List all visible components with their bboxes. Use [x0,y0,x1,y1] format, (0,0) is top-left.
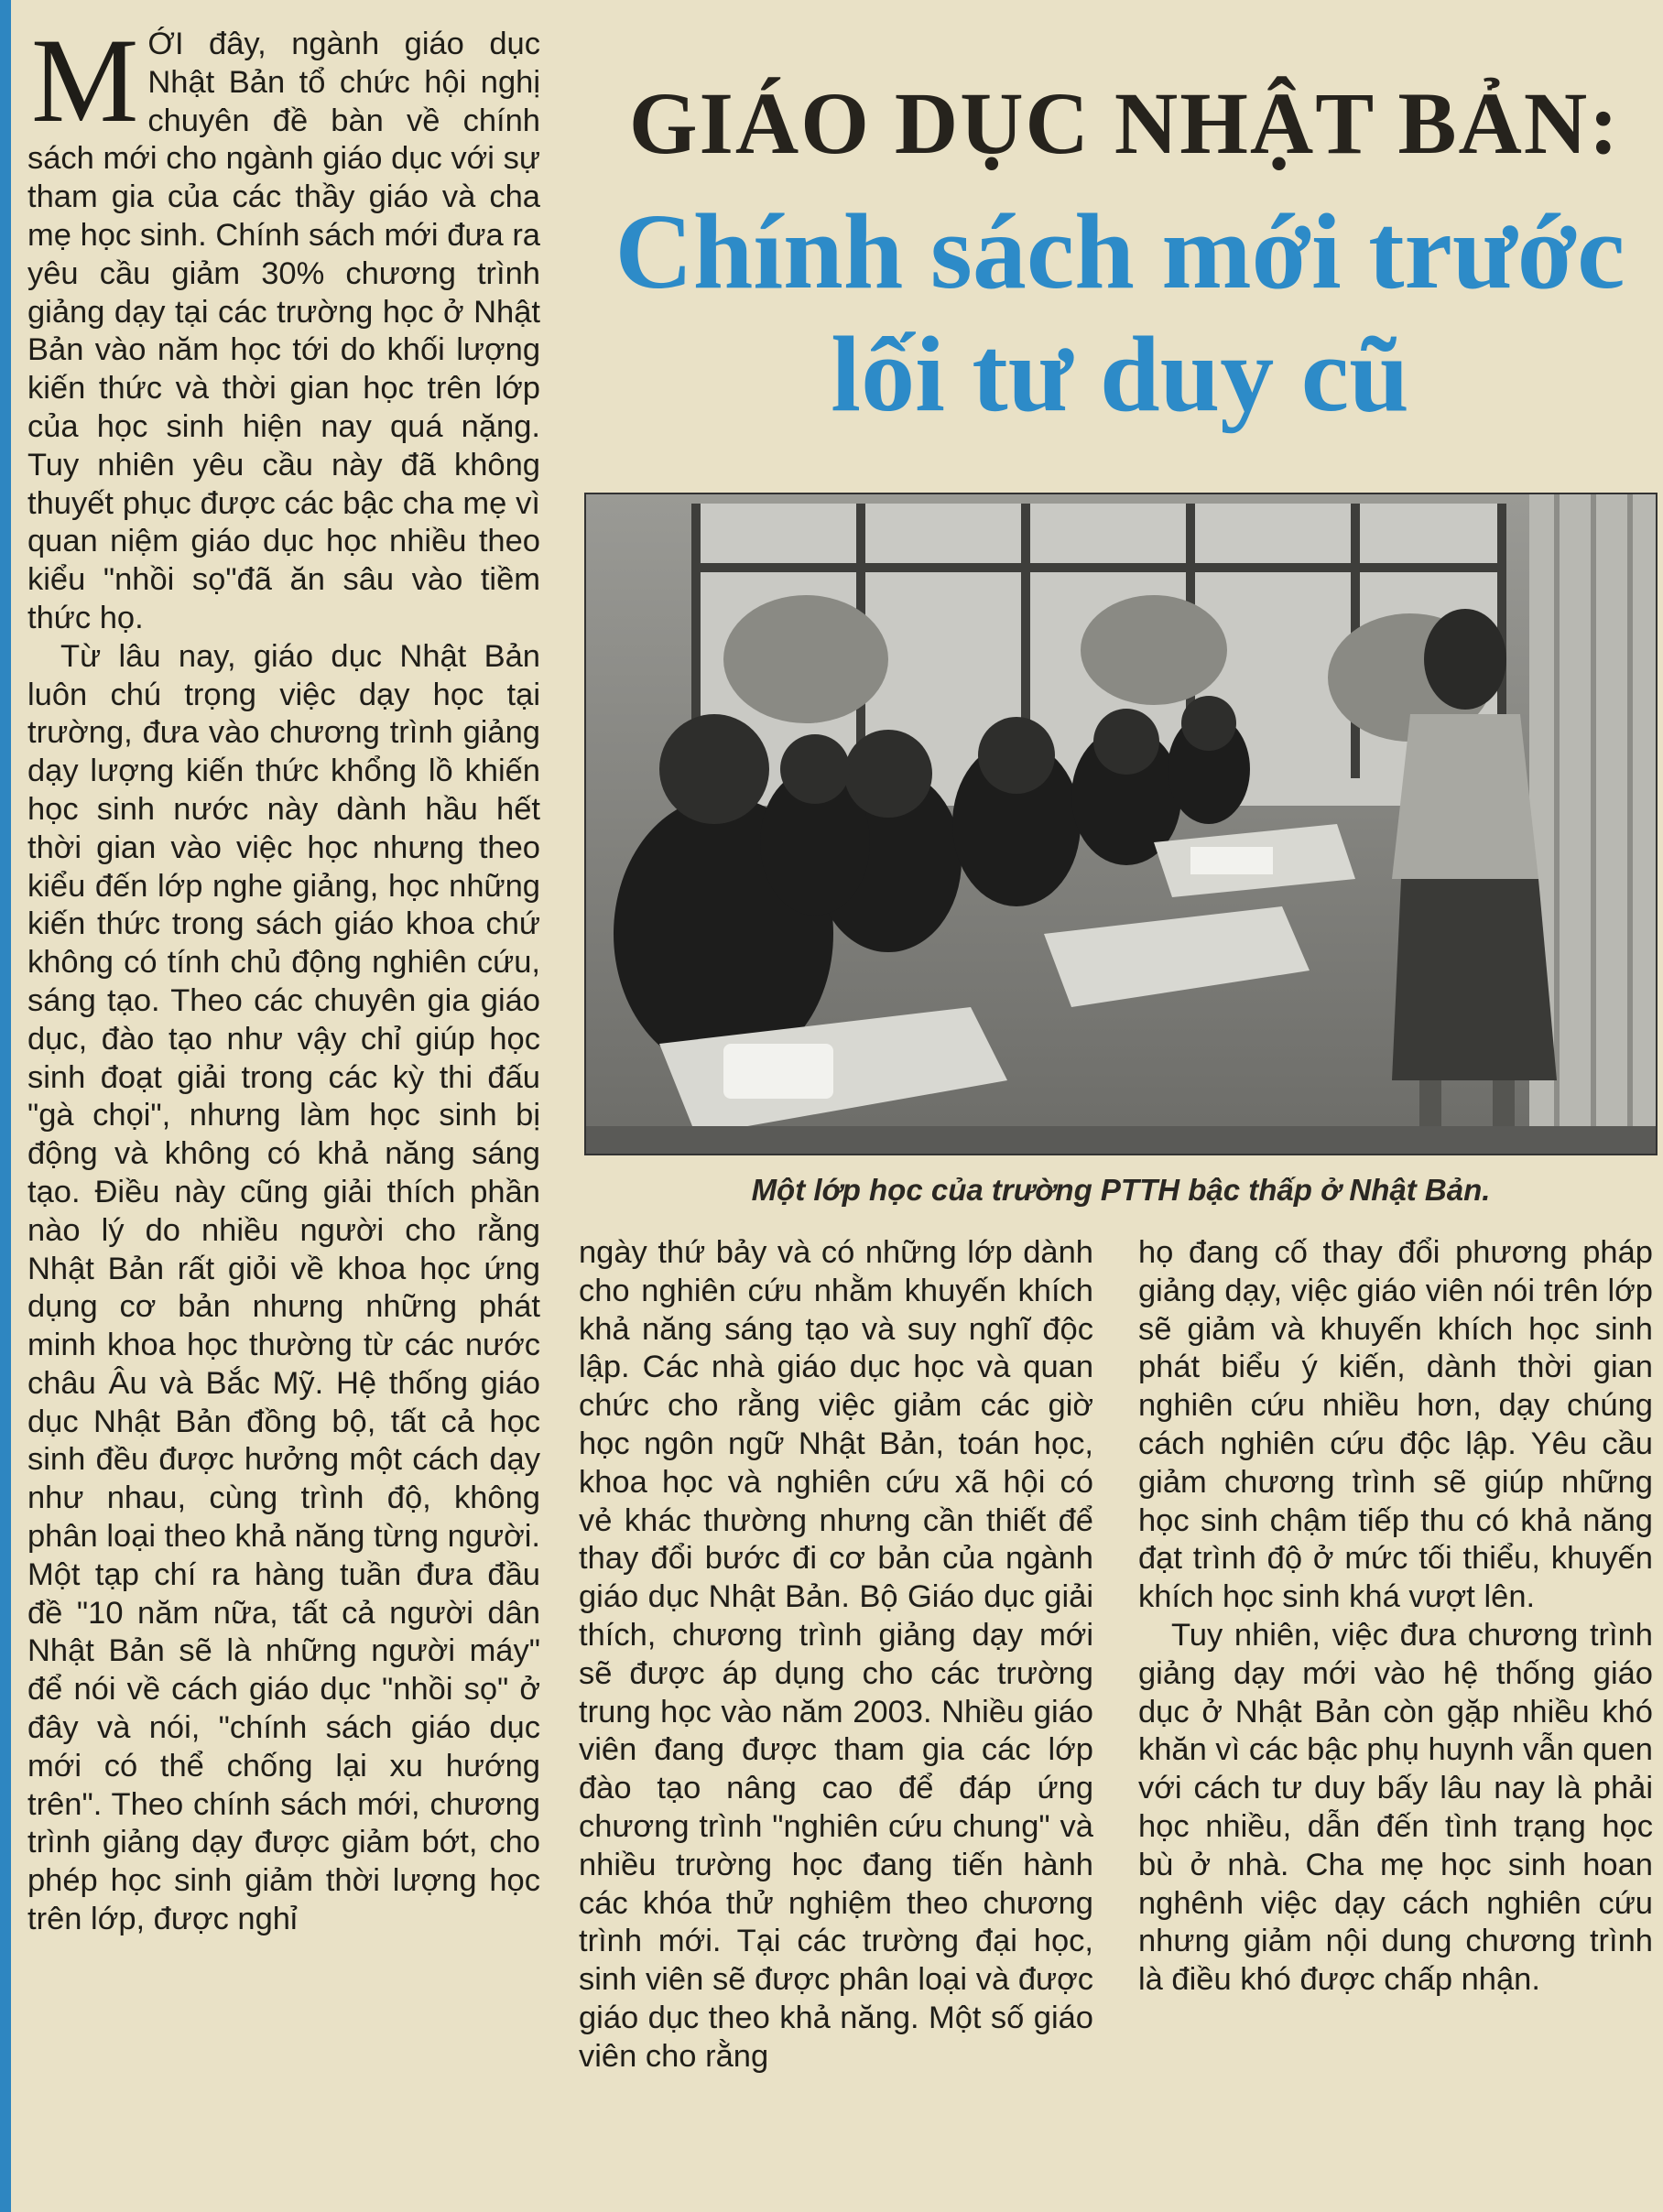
body-paragraph: Từ lâu nay, giáo dục Nhật Bản luôn chú trọng việc dạy học tại trường, đưa vào chương trình giảng dạy lượng kiến thức khổng lồ khiến học sinh nước này dành hầu hết thời gian vào việc học nhưng theo kiểu đến lớp nghe giảng, học những kiến thức trong sách giáo khoa chứ không có tính chủ động nghiên cứu, sáng tạo. Theo các chuyên gia giáo dục, đào tạo như vậy chỉ giúp học sinh đoạt giải trong các kỳ thi đấu "gà chọi", nhưng làm học sinh bị động và không có khả năng sáng tạo. Điều này cũng giải thích phần nào lý do nhiều người cho rằng Nhật Bản rất giỏi về khoa học ứng dụng cơ bản nhưng những phát minh khoa học thường từ các nước châu Âu và Bắc Mỹ. Hệ thống giáo dục Nhật Bản đồng bộ, tất cả học sinh đều được hưởng một cách dạy như nhau, cùng trình độ, không phân loại theo khả năng từng người. Một tạp chí ra hàng tuần đưa đầu đề "10 năm nữa, tất cả người dân Nhật Bản sẽ là những người máy" để nói về cách giáo dục "nhồi sọ" ở đây và nói, "chính sách giáo dục mới có thể chống lại xu hướng trên". Theo chính sách mới, chương trình giảng dạy được giảm bớt, cho phép học sinh giảm thời lượng học trên lớp, được nghỉ [27,638,540,1937]
intro-text: ỚI đây, ngành giáo dục Nhật Bản tổ chức hội nghị chuyên đề bàn về chính sách mới cho ngành giáo dục với sự tham gia của các thầy giáo và cha mẹ học sinh. Chính sách mới đưa ra yêu cầu giảm 30% chương trình giảng dạy tại các trường học ở Nhật Bản vào năm học tới do khối lượng kiến thức và thời gian học trên lớp của học sinh hiện nay quá nặng. Tuy nhiên yêu cầu này đã không thuyết phục được các bậc cha mẹ vì quan niệm giáo dục học nhiều theo kiểu "nhồi sọ"đã ăn sâu vào tiềm thức họ. [27,27,540,635]
body-paragraph: ngày thứ bảy và có những lớp dành cho nghiên cứu nhằm khuyến khích khả năng sáng tạo và suy nghĩ độc lập. Các nhà giáo dục học và quan chức cho rằng việc giảm các giờ học ngôn ngữ Nhật Bản, toán học, khoa học và nghiên cứu xã hội có vẻ khác thường nhưng cần thiết để thay đổi bước đi cơ bản của ngành giáo dục Nhật Bản. Bộ Giáo dục giải thích, chương trình giảng dạy mới sẽ được áp dụng cho các trường trung học vào năm 2003. Nhiều giáo viên đang được tham gia các lớp đào tạo nâng cao để đáp ứng chương trình "nghiên cứu chung" và nhiều trường học đang tiến hành các khóa thử nghiệm theo chương trình mới. Tại các trường đại học, sinh viên sẽ được phân loại và được giáo dục theo khả năng. Một số giáo viên cho rằng [579,1235,1093,2074]
headline-title-line-1: Chính sách mới trước [614,191,1625,311]
headline-title [577,190,1663,436]
photo-caption: Một lớp học của trường PTTH bậc thấp ở Nhật Bản. [751,1173,1491,1207]
article-column-1 [27,13,540,1939]
headline-title-line-2: lối tư duy cũ [831,314,1409,434]
article-column-2 [579,1234,1093,2076]
classroom-illustration [586,494,1656,1154]
headline-kicker: GIÁO DỤC NHẬT BẢN: [628,74,1621,172]
article-column-3 [1138,1234,1653,2000]
drop-cap: M [31,13,139,147]
intro-paragraph [27,13,540,638]
classroom-photo [584,493,1658,1155]
accent-bar [0,0,11,2212]
body-paragraph: Tuy nhiên, việc đưa chương trình giảng dạy mới vào hệ thống giáo dục ở Nhật Bản còn gặp nhiều khó khăn vì các bậc phụ huynh vẫn quen với cách tư duy bấy lâu nay là phải học nhiều, dẫn đến tình trạng học bù ở nhà. Cha mẹ học sinh hoan nghênh việc dạy cách nghiên cứu nhưng giảm nội dung chương trình là điều khó được chấp nhận. [1138,1617,1653,1998]
body-paragraph: họ đang cố thay đổi phương pháp giảng dạy, việc giáo viên nói trên lớp sẽ giảm và khuyến khích học sinh phát biểu ý kiến, dành thời gian nghiên cứu nhiều hơn, dạy chúng cách nghiên cứu độc lập. Yêu cầu giảm chương trình sẽ giúp những học sinh chậm tiếp thu có khả năng đạt trình độ ở mức tối thiểu, khuyến khích học sinh khá vượt lên. [1138,1235,1653,1615]
